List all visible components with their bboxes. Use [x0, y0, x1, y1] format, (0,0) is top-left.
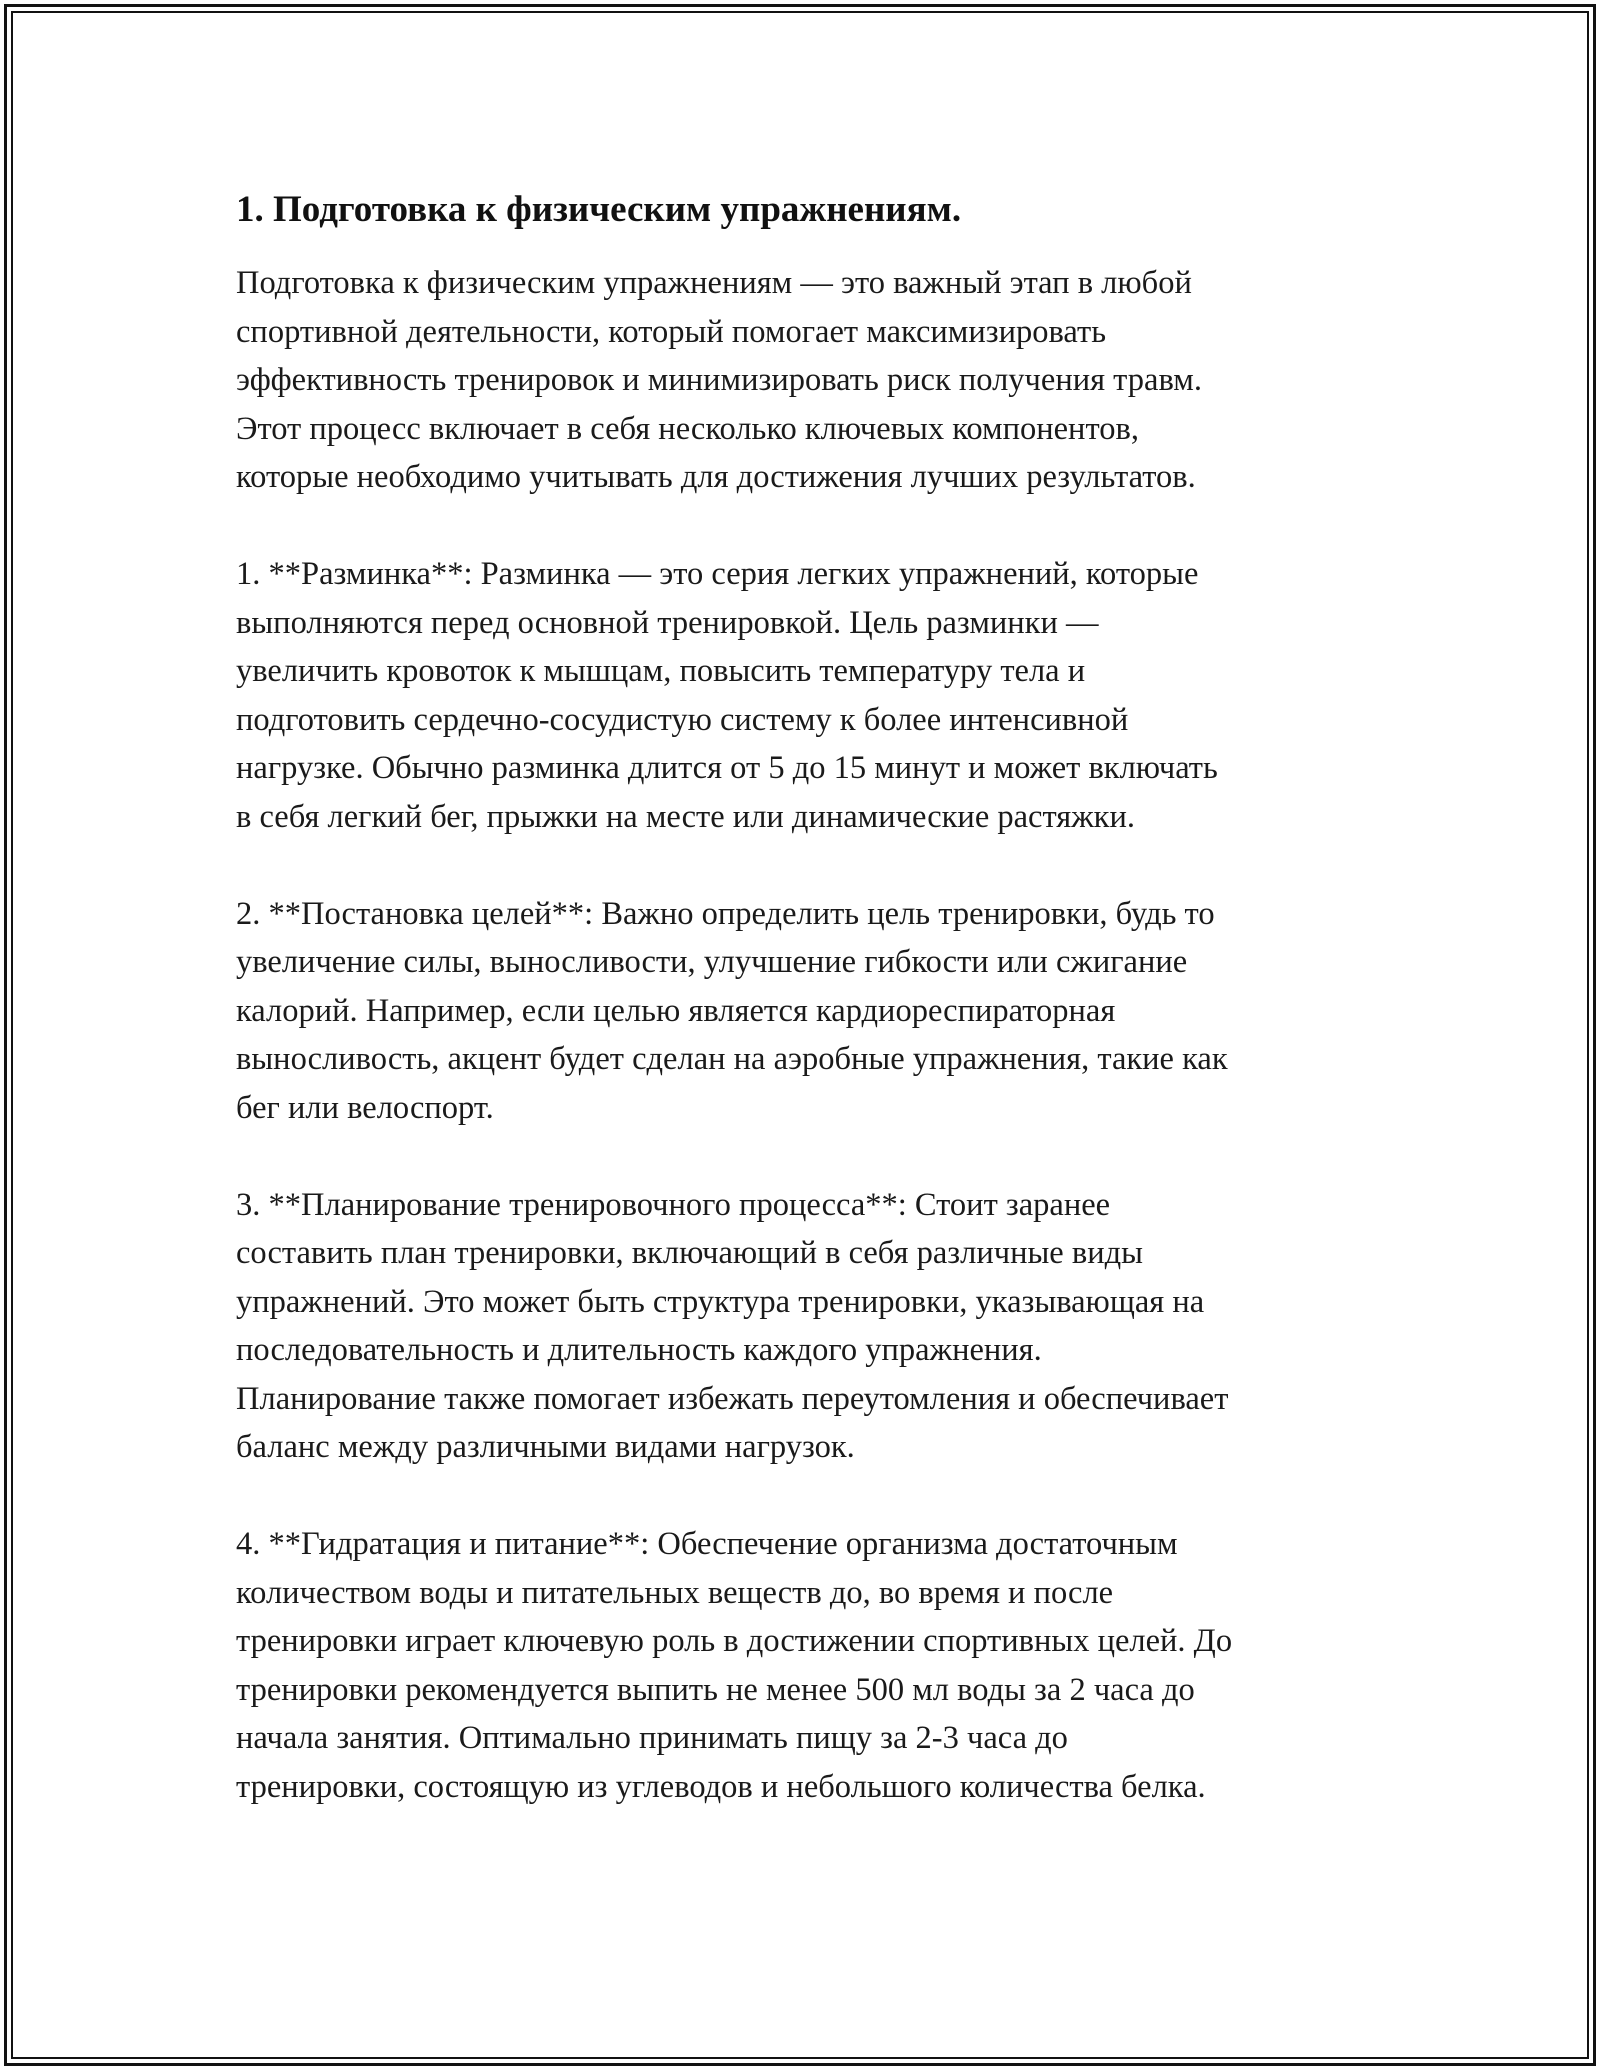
paragraph-line: увеличение силы, выносливости, улучшение гибкости или сжигание [236, 944, 1188, 980]
paragraph-line: тренировки рекомендуется выпить не менее 500 мл воды за 2 часа до [236, 1671, 1195, 1708]
paragraph [236, 1520, 1386, 1811]
paragraph-line: выполняются перед основной тренировкой. Цель разминки — [236, 604, 1099, 641]
paragraph-line: последовательность и длительность каждого упражнения. [236, 1332, 1042, 1368]
paragraph-line: подготовить сердечно-сосудистую систему к более интенсивной [236, 701, 1129, 738]
paragraph-line: тренировки играет ключевую роль в достижении спортивных целей. До [236, 1623, 1233, 1659]
paragraph-line: бег или велоспорт. [236, 1089, 494, 1126]
paragraph [236, 550, 1386, 841]
paragraph-line: в себя легкий бег, прыжки на месте или динамические растяжки. [236, 798, 1135, 835]
paragraph-line: нагрузке. Обычно разминка длится от 5 до 15 минут и может включать [236, 750, 1218, 786]
paragraph-line: упражнений. Это может быть структура тренировки, указывающая на [236, 1283, 1205, 1320]
paragraph-line: начала занятия. Оптимально принимать пищу за 2-3 часа до [236, 1720, 1068, 1756]
paragraph-line: баланс между различными видами нагрузок. [236, 1429, 855, 1465]
paragraph-list [236, 259, 1386, 1811]
paragraph-line: 2. **Постановка целей**: Важно определить цель тренировки, будь то [236, 895, 1215, 932]
paragraph-line: эффективность тренировок и минимизировать риск получения травм. [236, 362, 1202, 398]
paragraph [236, 259, 1386, 502]
paragraph-line: 3. **Планирование тренировочного процесса**: Стоит заранее [236, 1186, 1111, 1223]
paragraph-line: 1. **Разминка**: Разминка — это серия легких упражнений, которые [236, 556, 1199, 592]
paragraph-line: составить план тренировки, включающий в себя различные виды [236, 1235, 1143, 1271]
section-heading: 1. Подготовка к физическим упражнениям. [236, 189, 962, 230]
paragraph-line: калорий. Например, если целью является кардиореспираторная [236, 992, 1116, 1029]
paragraph-line: Подготовка к физическим упражнениям — это важный этап в любой [236, 265, 1192, 301]
paragraph-line: спортивной деятельности, который помогает максимизировать [236, 313, 1107, 350]
paragraph-line: увеличить кровоток к мышцам, повысить температуру тела и [236, 653, 1086, 689]
paragraph-line: тренировки, состоящую из углеводов и небольшого количества белка. [236, 1768, 1206, 1805]
paragraph-line: Планирование также помогает избежать переутомления и обеспечивает [236, 1380, 1229, 1417]
paragraph-line: выносливость, акцент будет сделан на аэробные упражнения, такие как [236, 1041, 1228, 1077]
paragraph-line: которые необходимо учитывать для достижения лучших результатов. [236, 459, 1196, 495]
paragraph [236, 1181, 1386, 1472]
paragraph [236, 890, 1386, 1133]
document-body [236, 186, 1386, 1811]
paragraph-line: Этот процесс включает в себя несколько ключевых компонентов, [236, 410, 1139, 447]
paragraph-line: количеством воды и питательных веществ до, во время и после [236, 1574, 1114, 1611]
paragraph-line: 4. **Гидратация и питание**: Обеспечение организма достаточным [236, 1526, 1178, 1562]
